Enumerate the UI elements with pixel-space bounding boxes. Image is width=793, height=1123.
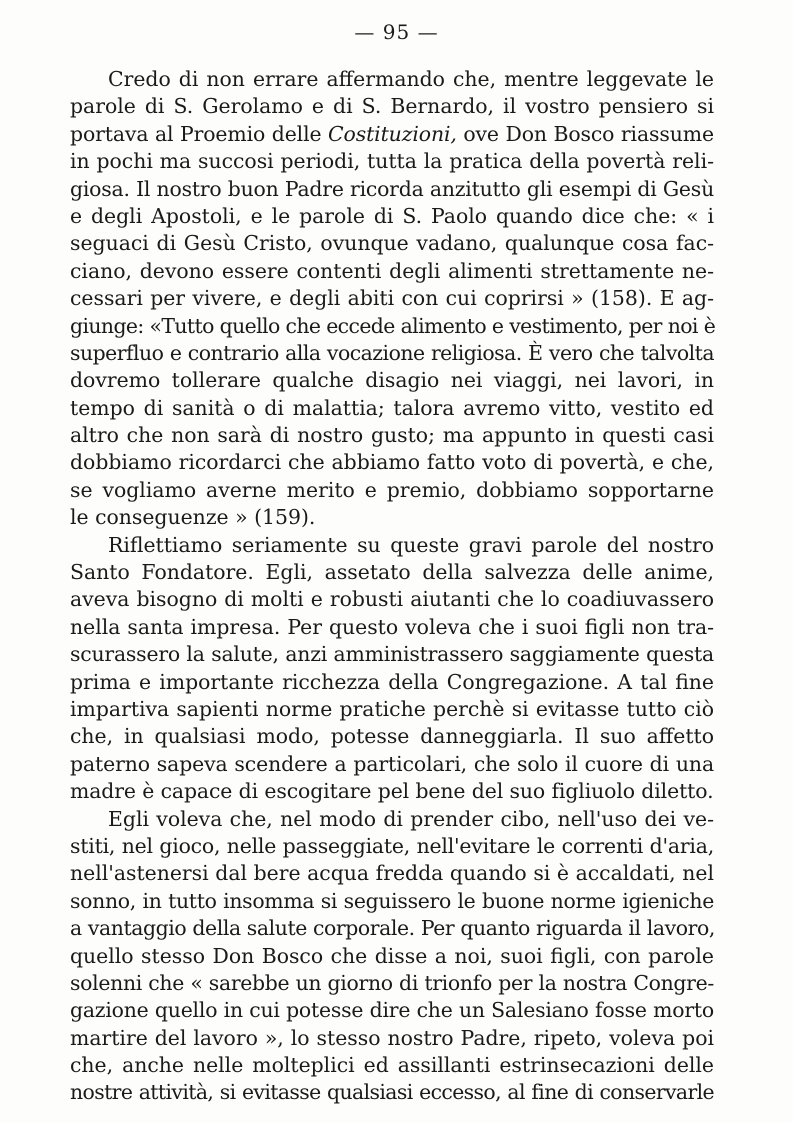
text-line: Credo di non errare affermando che, mentre leggevate le (108, 67, 714, 91)
text-segment: portava al Proemio delle (70, 121, 329, 146)
text-line: paterno sapeva scendere a particolari, che solo il cuore di una (70, 751, 714, 776)
text-line: nell'astenersi dal bere acqua fredda quando si è accaldati, nel (70, 861, 714, 886)
text-line: dobbiamo ricordarci che abbiamo fatto voto di povertà, e che, (70, 450, 714, 475)
text-line: a vantaggio della salute corporale. Per quanto riguarda il lavoro, (70, 916, 715, 941)
text-line: madre è capace di escogitare pel bene del suo figliuolo diletto. (70, 779, 714, 804)
text-line: le conseguenze » (159). (70, 505, 316, 530)
text-line: dovremo tollerare qualche disagio nei viaggi, nei lavori, in (70, 368, 714, 393)
text-segment: ove Don Bosco riassume (456, 121, 714, 146)
text-line: giosa. Il nostro buon Padre ricorda anzitutto gli esempi di Gesù (70, 176, 714, 201)
text-line: sonno, in tutto insomma si seguissero le buone norme igieniche (70, 888, 714, 913)
text-line: ciano, devono essere contenti degli alimenti strettamente ne- (70, 258, 714, 283)
italic-title: Costituzioni, (328, 121, 457, 146)
text-line: stiti, nel gioco, nelle passeggiate, nell'evitare le correnti d'aria, (70, 833, 714, 858)
text-line: parole di S. Gerolamo e di S. Bernardo, il vostro pensiero si (70, 94, 714, 119)
text-line: impartiva sapienti norme pratiche perchè si evitasse tutto ciò (70, 696, 714, 721)
text-line: Egli voleva che, nel modo di prender cibo, nell'uso dei ve- (108, 806, 714, 831)
body-text (70, 66, 714, 1107)
text-line: scurassero la salute, anzi amministrassero saggiamente questa (70, 642, 714, 667)
text-line: cessari per vivere, e degli abiti con cui coprirsi » (158). E ag- (70, 286, 714, 311)
text-line: altro che non sarà di nostro gusto; ma appunto in questi casi (70, 423, 714, 448)
text-line: giunge: «Tutto quello che eccede alimento e vestimento, per noi è (70, 313, 716, 338)
text-line (70, 121, 714, 148)
text-line: prima e importante ricchezza della Congregazione. A tal fine (70, 669, 714, 694)
text-line: quello stesso Don Bosco che disse a noi, suoi figli, con parole (70, 943, 714, 968)
text-line: seguaci di Gesù Cristo, ovunque vadano, qualunque cosa fac- (70, 231, 714, 256)
text-line: se vogliamo averne merito e premio, dobbiamo sopportarne (70, 477, 714, 502)
text-line: Riflettiamo seriamente su queste gravi parole del nostro (108, 532, 714, 557)
text-line: tempo di sanità o di malattia; talora avremo vitto, vestito ed (70, 395, 714, 420)
text-line: in pochi ma succosi periodi, tutta la pratica della povertà reli- (70, 149, 714, 174)
text-line: gazione quello in cui potesse dire che un Salesiano fosse morto (70, 998, 714, 1023)
text-line: aveva bisogno di molti e robusti aiutanti che lo coadiuvassero (70, 587, 714, 612)
page-number: — 95 — (354, 20, 439, 44)
text-line: superfluo e contrario alla vocazione religiosa. È vero che talvolta (70, 340, 714, 365)
text-line: nostre attività, si evitasse qualsiasi eccesso, al fine di conservarle (70, 1080, 714, 1105)
text-line: nella santa impresa. Per questo voleva che i suoi figli non tra- (70, 614, 714, 639)
text-line: e degli Apostoli, e le parole di S. Paolo quando dice che: « i (70, 203, 714, 228)
text-line: solenni che « sarebbe un giorno di trionfo per la nostra Congre- (70, 970, 714, 995)
text-line: che, anche nelle molteplici ed assillanti estrinsecazioni delle (70, 1053, 714, 1078)
text-line: che, in qualsiasi modo, potesse danneggiarla. Il suo affetto (70, 724, 714, 749)
text-line: Santo Fondatore. Egli, assetato della salvezza delle anime, (70, 560, 714, 585)
text-line: martire del lavoro », lo stesso nostro Padre, ripeto, voleva poi (70, 1025, 714, 1050)
